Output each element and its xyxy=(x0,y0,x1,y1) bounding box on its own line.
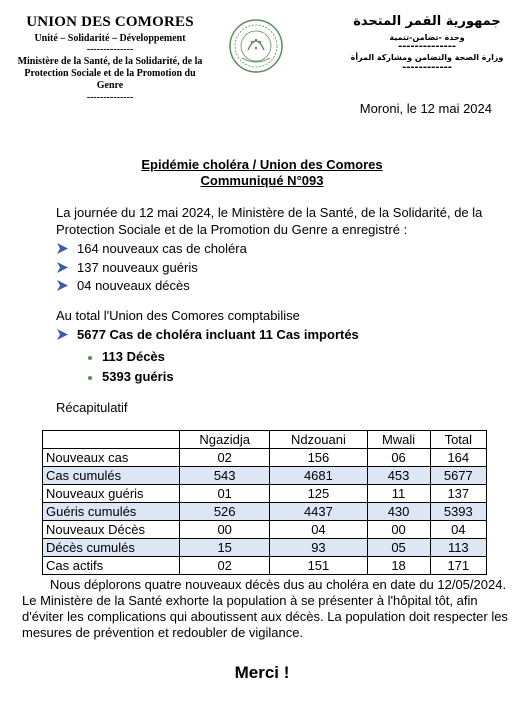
value-cell: 453 xyxy=(367,467,430,485)
title-line-1: Epidémie choléra / Union des Comores xyxy=(141,157,383,172)
value-cell: 430 xyxy=(367,503,430,521)
intro-paragraph: La journée du 12 mai 2024, le Ministère de la Santé, de la Solidarité, de la Protection Sociale et de la Promotion du Genre a enregistré : xyxy=(56,205,483,237)
recap-label: Récapitulatif xyxy=(56,400,128,415)
date-line: Moroni, le 12 mai 2024 xyxy=(359,101,492,116)
separator: ------------ xyxy=(402,62,452,73)
value-cell: 04 xyxy=(430,521,486,539)
separator: -------------- xyxy=(86,92,134,103)
table-header-cell: Mwali xyxy=(367,431,430,449)
arrow-bullet-icon xyxy=(56,242,69,255)
row-label-cell: Cas cumulés xyxy=(43,467,180,485)
value-cell: 05 xyxy=(367,539,430,557)
table-row xyxy=(43,557,487,575)
separator: -------------- xyxy=(86,44,134,55)
value-cell: 543 xyxy=(180,467,270,485)
header-left xyxy=(10,14,210,104)
table-header-cell: Ngazidja xyxy=(180,431,270,449)
closing-paragraph: Nous déplorons quatre nouveaux décès dus au choléra en date du 12/05/2024. Le Ministère de la Santé exhorte la population à se présenter à l'hôpital tôt, afin d'éviter les complications qui aboutissent aux décès. La population doit respecter les mesures de prévention et redoubler de vigilance. xyxy=(22,577,508,640)
value-cell: 93 xyxy=(270,539,367,557)
table-row xyxy=(43,521,487,539)
table-row xyxy=(43,449,487,467)
table-header-cell: Ndzouani xyxy=(270,431,367,449)
ministry-line-1: Ministère de la Santé, de la Solidarité, de la xyxy=(17,56,203,67)
value-cell: 156 xyxy=(270,449,367,467)
row-label-cell: Nouveaux guéris xyxy=(43,485,180,503)
value-cell: 4437 xyxy=(270,503,367,521)
summary-table xyxy=(42,430,487,575)
value-cell: 113 xyxy=(430,539,486,557)
value-cell: 06 xyxy=(367,449,430,467)
motto-fr: Unité – Solidarité – Développement xyxy=(34,33,186,44)
value-cell: 137 xyxy=(430,485,486,503)
value-cell: 164 xyxy=(430,449,486,467)
arrow-bullet-icon xyxy=(56,261,69,274)
value-cell: 02 xyxy=(180,557,270,575)
row-label-cell: Décès cumulés xyxy=(43,539,180,557)
value-cell: 01 xyxy=(180,485,270,503)
value-cell: 5393 xyxy=(430,503,486,521)
value-cell: 00 xyxy=(367,521,430,539)
value-cell: 151 xyxy=(270,557,367,575)
value-cell: 11 xyxy=(367,485,430,503)
national-seal-icon xyxy=(228,18,284,74)
table-header-cell: Total xyxy=(430,431,486,449)
sub-bullet-recovered: 5393 guéris xyxy=(88,369,174,384)
title-line-2: Communiqué N°093 xyxy=(200,173,324,188)
table-header-row xyxy=(43,431,487,449)
sub-bullet-deaths: 113 Décès xyxy=(88,349,165,364)
value-cell: 171 xyxy=(430,557,486,575)
total-bullet: 5677 Cas de choléra incluant 11 Cas importés xyxy=(56,327,359,342)
dot-bullet-icon xyxy=(88,376,92,380)
row-label-cell: Nouveaux cas xyxy=(43,449,180,467)
value-cell: 5677 xyxy=(430,467,486,485)
value-cell: 15 xyxy=(180,539,270,557)
bullet-item: 164 nouveaux cas de choléra xyxy=(56,241,247,256)
value-cell: 18 xyxy=(367,557,430,575)
motto-ar: وحدة -تضامن-تنمية xyxy=(389,33,465,42)
row-label-cell: Guéris cumulés xyxy=(43,503,180,521)
table-header-cell xyxy=(43,431,180,449)
country-name-ar: جمهورية القمر المتحدة xyxy=(353,14,501,29)
table-row xyxy=(43,485,487,503)
row-label-cell: Nouveaux Décès xyxy=(43,521,180,539)
value-cell: 02 xyxy=(180,449,270,467)
country-name-fr: UNION DES COMORES xyxy=(26,14,194,30)
row-label-cell: Cas actifs xyxy=(43,557,180,575)
value-cell: 125 xyxy=(270,485,367,503)
dot-bullet-icon xyxy=(88,356,92,360)
total-intro: Au total l'Union des Comores comptabilise xyxy=(56,308,300,323)
header-right xyxy=(342,14,512,72)
merci-text: Merci ! xyxy=(234,663,290,682)
table-row xyxy=(43,503,487,521)
ministry-line-3: Genre xyxy=(96,80,124,91)
ministry-ar: وزارة الصحة والتضامن ومشاركة المرأة xyxy=(350,53,504,62)
table-row xyxy=(43,539,487,557)
bullet-item: 04 nouveaux décès xyxy=(56,278,190,293)
bullet-item: 137 nouveaux guéris xyxy=(56,260,198,275)
arrow-bullet-icon xyxy=(56,279,69,292)
ministry-line-2: Protection Sociale et de la Promotion du xyxy=(24,68,196,79)
value-cell: 4681 xyxy=(270,467,367,485)
value-cell: 04 xyxy=(270,521,367,539)
arrow-bullet-icon xyxy=(56,328,69,341)
value-cell: 526 xyxy=(180,503,270,521)
table-row xyxy=(43,467,487,485)
separator: -------------- xyxy=(397,41,457,52)
value-cell: 00 xyxy=(180,521,270,539)
